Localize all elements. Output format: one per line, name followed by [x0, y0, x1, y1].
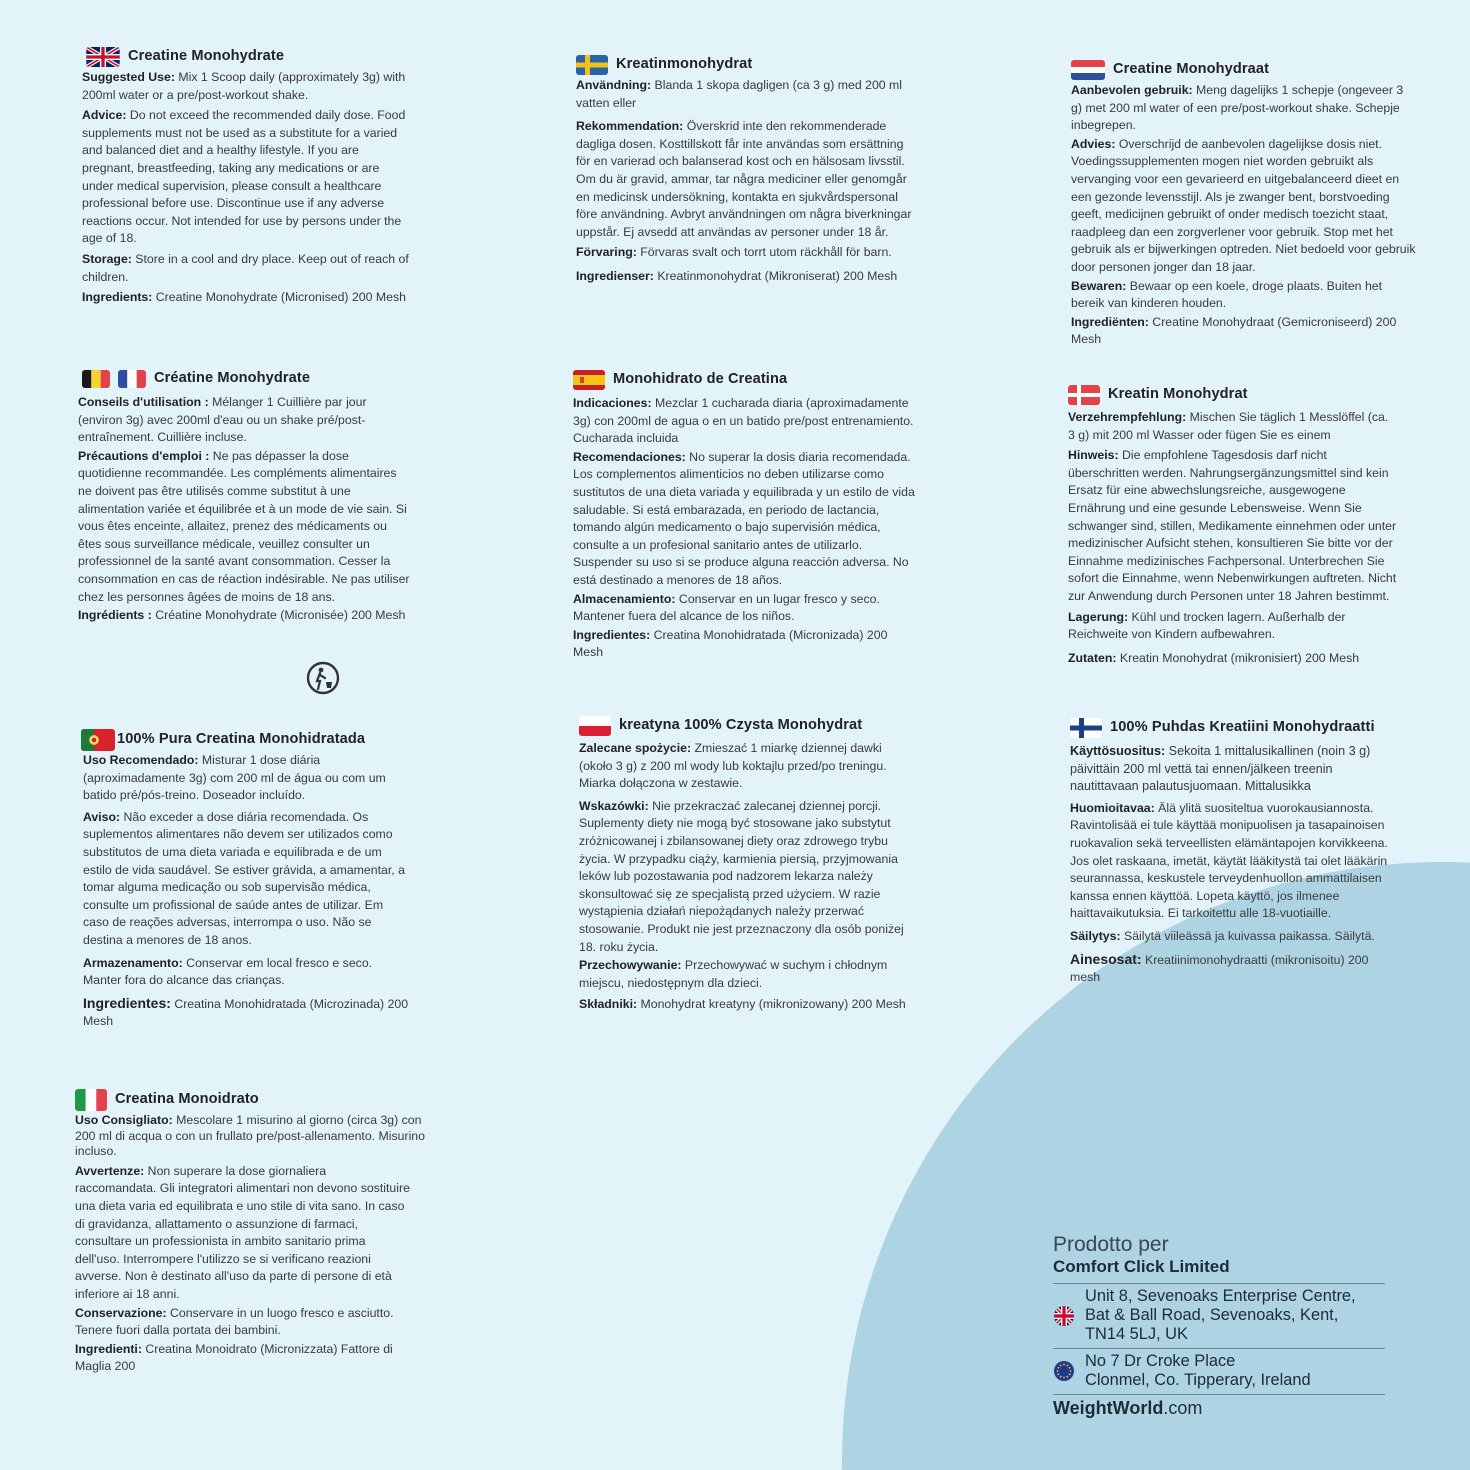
advice-paragraph: Advies: Overschrijd de aanbevolen dagelijkse dosis niet. Voedingssupplementen mogen niet worden gebruikt als vervanging voor een gevarieerd en uitgebalanceerd dieet en een gezonde levensstijl. Als je zwanger bent, borstvoeding geeft, medicijnen gebruikt of onder medisch toezicht staat, raadpleeg dan een zorgverlener voor gebruik. Stop met het gebruik als er bijwerkingen optreden. Niet bedoeld voor gebruik door personen jonger dan 18 jaar.	[1071, 136, 1416, 274]
ingredients-paragraph: Ingredientes: Creatina Monohidratada (Micronizada) 200 Mesh	[573, 627, 888, 660]
belgium-flag-icon	[82, 370, 110, 388]
section-swedish	[576, 55, 916, 289]
advice-paragraph: Aviso: Não exceder a dose diária recomendada. Os suplementos alimentares não devem ser utilizados como substitutos de uma dieta variada e equilibrada e de um estilo de vida saudável. Se estiver grávida, a amamentar, a tomar alguma medicação ou sob supervisão médica, consulte um profissional de saúde antes de utilizar. Em caso de reações adversas, interrompa o uso. Não se destina a menores de 18 anos.	[83, 809, 405, 947]
ingredients-paragraph: Ainesosat: Kreatiinimonohydraatti (mikronisoitu) 200 mesh	[1070, 950, 1369, 985]
company-name: Comfort Click Limited	[1053, 1257, 1230, 1276]
section-italian	[75, 1089, 440, 1379]
section-french	[78, 370, 410, 628]
use-paragraph: Verzehrempfehlung: Mischen Sie täglich 1 Messlöffel (ca. 3 g) mit 200 ml Wasser oder fügen Sie es einem	[1068, 410, 1389, 442]
france-flag-icon	[118, 370, 146, 388]
storage-paragraph: Storage: Store in a cool and dry place. Keep out of reach of children.	[82, 251, 409, 284]
advice-paragraph: Précautions d'emploi : Ne pas dépasser la dose quotidienne recommandée. Les compléments alimentaires ne doivent pas être utilisés comme substitut à une alimentation variée et équilibrée et à un mode de vie sain. Si vous êtes enceinte, allaitez, prenez des médicaments ou êtes sous surveillance médicale, veuillez consulter un professionnel de la santé avant consommation. Cesser la consommation en cas de réaction indésirable. Ne pas utiliser chez les personnes âgées de moins de 18 ans.	[78, 448, 410, 604]
section-title: 100% Pura Creatina Monohidratada	[117, 731, 366, 748]
website-url[interactable]: WeightWorld.com	[1053, 1394, 1385, 1419]
storage-paragraph: Almacenamiento: Conservar en un lugar fresco y seco. Mantener fuera del alcance de los niños.	[573, 591, 880, 624]
section-polish	[579, 716, 909, 1017]
advice-paragraph: Rekommendation: Överskrid inte den rekommenderade dagliga dosen. Kosttillskott får inte användas som ersättning för en varierad och balanserad kost och en hälsosam livsstil. Om du är gravid, ammar, tar några mediciner eller genomgår en medicinsk undersökning, kontakta en sjukvårdspersonal före användning. Avbryt användningen om några biverkningar uppstår. Ej avsedd att användas av personer under 18 år.	[576, 119, 912, 239]
storage-paragraph: Bewaren: Bewaar op een koele, droge plaats. Buiten het bereik van kinderen houden.	[1071, 278, 1383, 311]
denmark-flag-icon	[1068, 385, 1100, 405]
use-paragraph: Zalecane spożycie: Zmieszać 1 miarkę dziennej dawki (około 3 g) z 200 ml wody lub koktajlu przed/po treningu. Miarka dołączona w zestawie.	[579, 741, 887, 791]
ingredients-paragraph: Ingredienti: Creatina Monoidrato (Micronizzata) Fattore di Maglia 200	[75, 1341, 393, 1374]
section-english	[82, 47, 412, 310]
uk-address: Unit 8, Sevenoaks Enterprise Centre, Bat & Ball Road, Sevenoaks, Kent, TN14 5LJ, UK	[1053, 1283, 1385, 1348]
section-title: Creatina Monoidrato	[115, 1091, 259, 1108]
sweden-flag-icon	[576, 55, 608, 75]
advice-paragraph: Advice: Do not exceed the recommended daily dose. Food supplements must not be used as a substitute for a varied and balanced diet and a healthy lifestyle. If you are pregnant, breastfeeding, taking any medications or are under medical supervision, please consult a healthcare professional before use. Discontinue use if any adverse reactions occur. Not intended for use by persons under the age of 18.	[82, 108, 406, 246]
advice-paragraph: Avvertenze: Non superare la dose giornaliera raccomandata. Gli integratori alimentari non devono sostituire una dieta varia ed equilibrata e uno stile di vita sano. In caso di gravidanza, allattamento o assunzione di farmaci, consultare un professionista in ambito sanitario prima dell'uso. Interrompere l'utilizzo se si verificano reazioni avverse. Non è destinato all'uso da parte di persone di età inferiore ai 18 anni.	[75, 1163, 410, 1301]
ingredients-paragraph: Ingrédients : Créatine Monohydrate (Micronisée) 200 Mesh	[78, 608, 406, 623]
use-paragraph: Aanbevolen gebruik: Meng dagelijks 1 schepje (ongeveer 3 g) met 200 ml water of een pre/post-workout shake. Schepje inbegrepen.	[1071, 83, 1404, 133]
use-paragraph: Suggested Use: Mix 1 Scoop daily (approximately 3g) with 200ml water or a pre/post-workout shake.	[82, 70, 406, 102]
section-title: Creatine Monohydrate	[128, 48, 285, 65]
section-title: Créatine Monohydrate	[154, 370, 311, 387]
section-title: kreatyna 100% Czysta Monohydrat	[619, 717, 863, 734]
section-title: Creatine Monohydraat	[1113, 61, 1270, 78]
uk-flag-icon	[86, 47, 120, 67]
ingredients-paragraph: Zutaten: Kreatin Monohydrat (mikronisiert) 200 Mesh	[1068, 650, 1360, 665]
advice-paragraph: Wskazówki: Nie przekraczać zalecanej dziennej porcji. Suplementy diety nie mogą być stosowane jako substytut zróżnicowanej i zbilansowanej diety oraz zdrowego trybu życia. W przypadku ciąży, karmienia piersią, przyjmowania leków lub pozostawania pod nadzorem lekarza należy skonsultować się ze specjalistą przed użyciem. W razie wystąpienia działań niepożądanych należy przerwać stosowanie. Produkt nie jest przeznaczony dla osób poniżej 18. roku życia.	[579, 798, 904, 954]
ingredients-paragraph: Ingredienser: Kreatinmonohydrat (Mikroniserat) 200 Mesh	[576, 268, 898, 283]
spain-flag-icon	[573, 370, 605, 390]
advice-paragraph: Huomioitavaa: Älä ylitä suositeltua vuorokausiannosta. Ravintolisää ei tule käyttää monipuolisen ja tasapainoisen ruokavalion sekä terveellisten elämäntapojen korvikkeena. Jos olet raskaana, imetät, käytät lääkitystä tai olet lääkärin seurannassa, keskustele terveydenhuollon ammattilaisen kanssa ennen käyttöä. Lopeta käyttö, jos ilmenee haittavaikutuksia. Ei tarkoitettu alle 18-vuotiaille.	[1070, 800, 1388, 921]
use-paragraph: Käyttösuositus: Sekoita 1 mittalusikallinen (noin 3 g) päivittäin 200 ml vettä tai ennen/jälkeen treenin nautittavaan palautusjuomaan. Mittalusikka	[1070, 744, 1371, 794]
advice-paragraph: Recomendaciones: No superar la dosis diaria recomendada. Los complementos alimenticios no deben utilizarse como sustitutos de una dieta variada y equilibrada y un estilo de vida saludable. Si está embarazada, en periodo de lactancia, tomando algún medicamento o bajo supervisión médica, consulte a un profesional sanitario antes de utilizarlo. Suspender su uso si se produce alguna reacción adversa. No está destinado a menores de 18 años.	[573, 449, 915, 587]
section-german	[1068, 385, 1398, 670]
use-paragraph: Användning: Blanda 1 skopa dagligen (ca 3 g) med 200 ml vatten eller	[576, 78, 903, 110]
storage-paragraph: Przechowywanie: Przechowywać w suchym i chłodnym miejscu, niedostępnym dla dzieci.	[579, 958, 888, 990]
advice-paragraph: Hinweis: Die empfohlene Tagesdosis darf nicht überschritten werden. Nahrungsergänzungsmittel sind kein Ersatz für eine abwechslungsreiche, ausgewogene Ernährung und eine gesunde Lebensweise. Wenn Sie schwanger sind, stillen, Medikamente einnehmen oder unter medizinischer Aufsicht stehen, konsultieren Sie bitte vor der Einnahme medizinisches Fachpersonal. Unterbrechen Sie sofort die Einnahme, wenn Nebenwirkungen auftreten. Nicht zur Anwendung durch Personen unter 18 Jahren bestimmt.	[1068, 448, 1397, 603]
ingredients-paragraph: Ingredientes: Creatina Monohidratada (Microzinada) 200 Mesh	[83, 994, 409, 1029]
italy-flag-icon	[75, 1089, 107, 1111]
ingredients-paragraph: Ingrediënten: Creatine Monohydraat (Gemicroniseerd) 200 Mesh	[1071, 314, 1397, 347]
ingredients-paragraph: Ingredients: Creatine Monohydrate (Micronised) 200 Mesh	[82, 290, 406, 305]
use-paragraph: Indicaciones: Mezclar 1 cucharada diaria (aproximadamente 3g) con 200ml de agua o en un batido pre/post entrenamiento. Cucharada incluida	[573, 396, 914, 446]
netherlands-flag-icon	[1071, 60, 1105, 80]
use-paragraph: Uso Consigliato: Mescolare 1 misurino al giorno (circa 3g) con 200 ml di acqua o con un frullato pre/post-allenamento. Misurino incluso.	[75, 1113, 425, 1159]
produced-for-label: Prodotto per	[1053, 1233, 1169, 1256]
storage-paragraph: Säilytys: Säilytä viileässä ja kuivassa paikassa. Säilytä.	[1070, 928, 1375, 943]
use-paragraph: Uso Recomendado: Misturar 1 dose diária (aproximadamente 3g) com 200 ml de água ou com um batido pré/pós-treino. Doseador incluído.	[83, 753, 386, 803]
manufacturer-footer	[1053, 1233, 1385, 1419]
section-dutch	[1071, 60, 1416, 352]
section-title: Kreatinmonohydrat	[616, 56, 753, 73]
section-title: Kreatin Monohydrat	[1108, 386, 1248, 403]
storage-paragraph: Armazenamento: Conservar em local fresco e seco. Manter fora do alcance das crianças.	[83, 955, 373, 988]
portugal-flag-icon	[81, 729, 115, 751]
eu-flag-icon	[1053, 1360, 1075, 1382]
section-title: 100% Puhdas Kreatiini Monohydraatti	[1110, 719, 1375, 736]
poland-flag-icon	[579, 716, 611, 736]
uk-flag-icon	[1053, 1305, 1075, 1327]
ireland-address: No 7 Dr Croke Place Clonmel, Co. Tipperary, Ireland	[1053, 1348, 1385, 1394]
section-title: Monohidrato de Creatina	[613, 371, 788, 388]
use-paragraph: Conseils d'utilisation : Mélanger 1 Cuillière par jour (environ 3g) avec 200ml d'eau ou un shake pré/post-entraînement. Cuillière incluse.	[78, 395, 367, 445]
storage-paragraph: Conservazione: Conservare in un luogo fresco e asciutto. Tenere fuori dalla portata dei bambini.	[75, 1305, 394, 1338]
section-spanish	[573, 370, 918, 665]
storage-paragraph: Förvaring: Förvaras svalt och torrt utom räckhåll för barn.	[576, 245, 892, 260]
ingredients-paragraph: Składniki: Monohydrat kreatyny (mikronizowany) 200 Mesh	[579, 997, 906, 1012]
recycle-person-icon	[306, 661, 340, 695]
storage-paragraph: Lagerung: Kühl und trocken lagern. Außerhalb der Reichweite von Kindern aufbewahren.	[1068, 609, 1346, 642]
section-finnish	[1070, 718, 1400, 990]
section-portuguese	[81, 729, 411, 1034]
finland-flag-icon	[1070, 718, 1102, 738]
